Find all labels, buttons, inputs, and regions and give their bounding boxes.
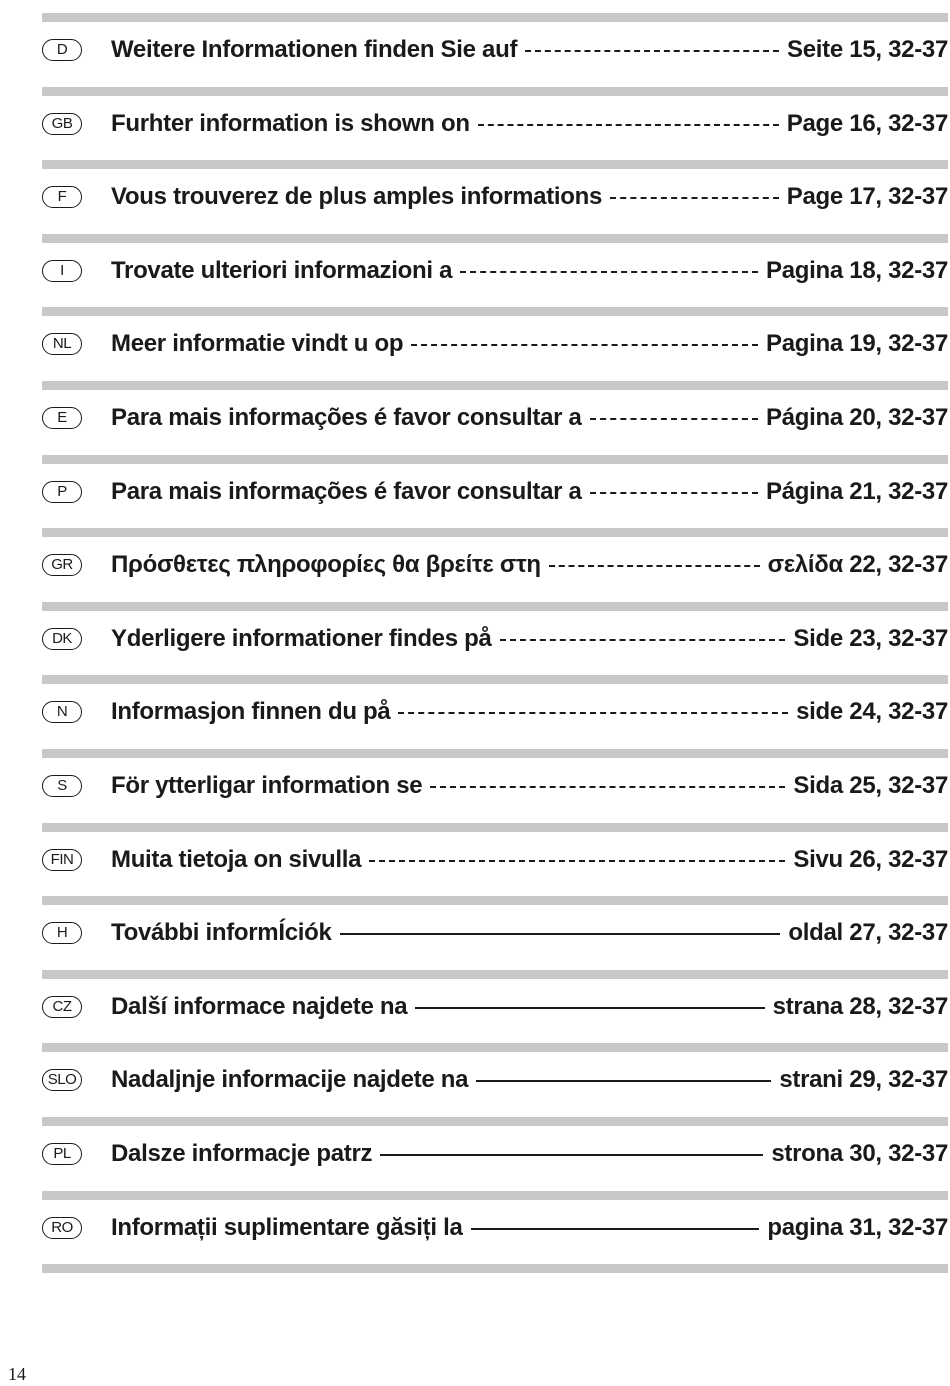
info-text: Trovate ulteriori informazioni a [111, 256, 453, 284]
index-row-slo [0, 1060, 950, 1100]
page-reference: Página 21, 32-37 [766, 477, 948, 505]
index-line [111, 472, 948, 512]
leader-line [398, 712, 788, 714]
index-row-fin [0, 840, 950, 880]
page-reference: strani 29, 32-37 [779, 1066, 948, 1094]
country-code-badge: CZ [42, 996, 82, 1018]
index-line [111, 619, 948, 659]
leader-line [415, 1007, 764, 1009]
page-reference: Seite 15, 32-37 [787, 36, 948, 63]
info-text: Vous trouverez de plus amples informations [111, 183, 603, 211]
separator-bar [42, 675, 948, 684]
page-number: 14 [8, 1364, 26, 1384]
leader-line [411, 344, 758, 346]
index-line [111, 30, 948, 70]
leader-line [590, 492, 758, 494]
page-reference: strana 28, 32-37 [772, 992, 948, 1020]
separator-bar [42, 87, 948, 96]
index-row-pl [0, 1134, 950, 1174]
page-reference: Página 20, 32-37 [766, 404, 948, 431]
country-code-badge: H [42, 922, 82, 944]
index-line [111, 104, 948, 144]
index-line [111, 766, 948, 806]
index-row-gb [0, 104, 950, 144]
info-text: Furhter information is shown on [111, 109, 470, 137]
country-code-badge: F [42, 186, 82, 208]
index-line [111, 398, 948, 438]
info-text: További informÍciók [111, 919, 332, 947]
leader-line [610, 197, 779, 199]
separator-bar [42, 234, 948, 243]
index-row-nl [0, 324, 950, 364]
index-line [111, 692, 948, 732]
page-reference: Sida 25, 32-37 [793, 772, 948, 799]
country-code-badge: P [42, 481, 82, 503]
info-text: Další informace najdete na [111, 992, 408, 1020]
index-line [111, 1134, 948, 1174]
info-text: Informații suplimentare găsiți la [111, 1213, 463, 1241]
page-reference: Page 17, 32-37 [786, 183, 948, 211]
index-line [111, 177, 948, 217]
page-reference: oldal 27, 32-37 [788, 919, 948, 947]
info-text: Para mais informações é favor consultar a [111, 404, 582, 431]
index-row-gr [0, 545, 950, 585]
info-text: Informasjon finnen du på [111, 698, 391, 726]
index-line [111, 987, 948, 1027]
leader-line [340, 933, 781, 935]
leader-line [460, 271, 758, 273]
separator-bar [42, 1191, 948, 1200]
index-line [111, 324, 948, 364]
page-reference: Pagina 18, 32-37 [766, 256, 948, 284]
leader-line [471, 1228, 760, 1230]
leader-line [380, 1154, 763, 1156]
index-row-ro [0, 1208, 950, 1248]
country-code-badge: FIN [42, 849, 82, 871]
index-line [111, 1208, 948, 1248]
country-code-badge: PL [42, 1143, 82, 1165]
info-text: Nadaljnje informacije najdete na [111, 1066, 469, 1094]
country-code-badge: SLO [42, 1069, 82, 1091]
info-text: Weitere Informationen finden Sie auf [111, 36, 518, 63]
leader-line [476, 1080, 771, 1082]
leader-line [500, 639, 786, 641]
separator-bar [42, 528, 948, 537]
country-code-badge: RO [42, 1217, 82, 1239]
page-reference: Sivu 26, 32-37 [793, 845, 948, 873]
page-reference: strona 30, 32-37 [771, 1140, 948, 1167]
leader-line [369, 860, 785, 862]
page-reference: Page 16, 32-37 [786, 109, 948, 137]
separator-bar [42, 1117, 948, 1126]
index-row-f [0, 177, 950, 217]
leader-line [430, 786, 785, 788]
country-code-badge: DK [42, 628, 82, 650]
country-code-badge: I [42, 260, 82, 282]
separator-bar [42, 307, 948, 316]
separator-bar [42, 749, 948, 758]
country-code-badge: S [42, 775, 82, 797]
index-row-p [0, 472, 950, 512]
index-line [111, 251, 948, 291]
leader-line [478, 124, 779, 126]
leader-line [525, 50, 779, 52]
country-code-badge: N [42, 701, 82, 723]
separator-bar [42, 602, 948, 611]
country-code-badge: NL [42, 333, 82, 355]
index-row-cz [0, 987, 950, 1027]
separator-bar [42, 823, 948, 832]
index-line [111, 913, 948, 953]
index-line [111, 545, 948, 585]
info-text: Muita tietoja on sivulla [111, 845, 362, 873]
page-reference: side 24, 32-37 [796, 698, 948, 726]
info-text: Dalsze informacje patrz [111, 1140, 373, 1167]
page-reference: Pagina 19, 32-37 [766, 330, 948, 358]
info-text: Meer informatie vindt u op [111, 330, 404, 358]
page-reference: Side 23, 32-37 [793, 624, 948, 652]
index-row-h [0, 913, 950, 953]
index-row-s [0, 766, 950, 806]
separator-bar [42, 13, 948, 22]
leader-line [549, 565, 760, 567]
separator-bar [42, 160, 948, 169]
page-reference: pagina 31, 32-37 [767, 1213, 948, 1241]
info-text: Yderligere informationer findes på [111, 624, 492, 652]
info-text: För ytterligar information se [111, 772, 423, 799]
country-code-badge: E [42, 407, 82, 429]
index-row-i [0, 251, 950, 291]
info-text: Para mais informações é favor consultar a [111, 477, 582, 505]
index-row-dk [0, 619, 950, 659]
country-code-badge: GR [42, 554, 82, 576]
country-code-badge: D [42, 39, 82, 61]
separator-bar [42, 381, 948, 390]
index-line [111, 840, 948, 880]
page-reference: σελίδα 22, 32-37 [767, 551, 948, 579]
country-code-badge: GB [42, 113, 82, 135]
separator-bar [42, 455, 948, 464]
index-row-d [0, 30, 950, 70]
separator-bar [42, 1043, 948, 1052]
separator-bar [42, 1264, 948, 1273]
index-line [111, 1060, 948, 1100]
leader-line [590, 418, 758, 420]
separator-bar [42, 896, 948, 905]
index-row-n [0, 692, 950, 732]
separator-bar [42, 970, 948, 979]
index-row-e [0, 398, 950, 438]
info-text: Πρόσθετες πληροφορίες θα βρείτε στη [111, 551, 541, 579]
